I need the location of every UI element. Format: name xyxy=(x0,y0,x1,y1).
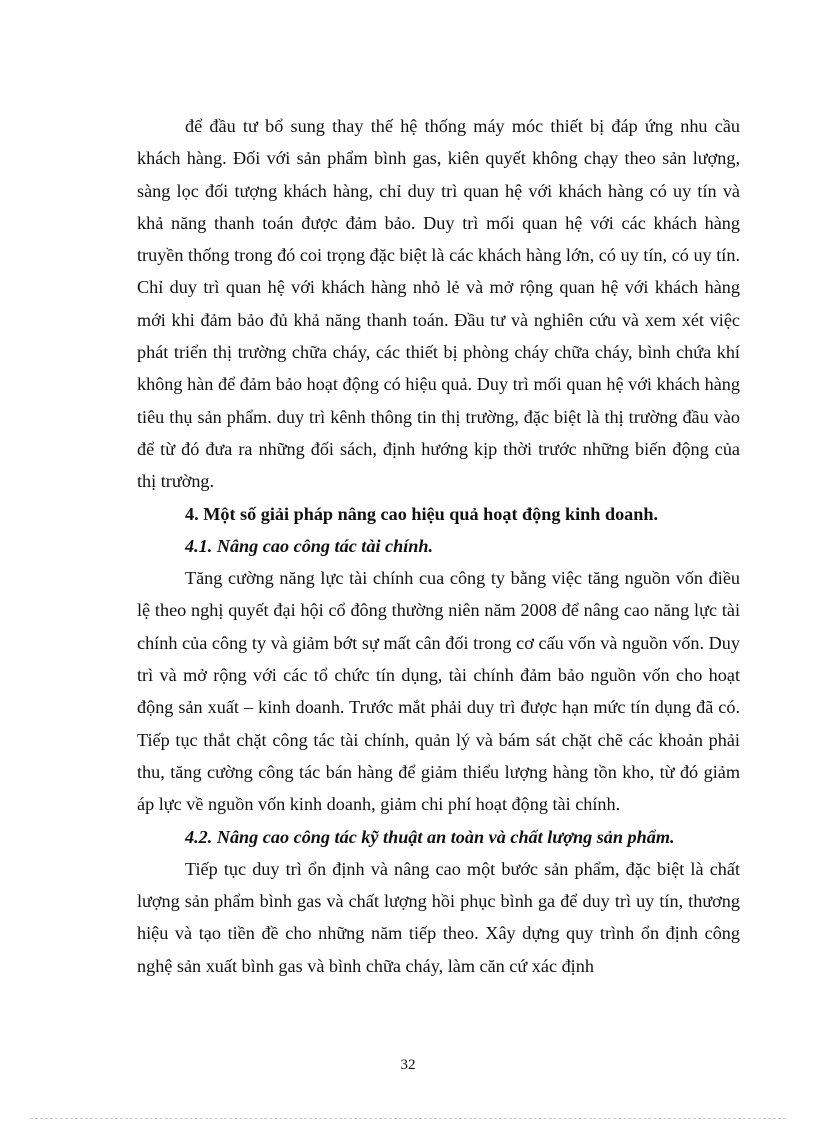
paragraph: Tiếp tục duy trì ổn định và nâng cao một bước sản phẩm, đặc biệt là chất lượng sản phẩm bình gas và chất lượng hồi phục bình ga để duy trì uy tín, thương hiệu và tạo tiền đề cho những năm tiếp theo. Xây dựng quy trình ổn định công nghệ sản xuất bình gas và bình chữa cháy, làm căn cứ xác định xyxy=(137,858,740,976)
section-heading: 4. Một số giải pháp nâng cao hiệu quả hoạt động kinh doanh. xyxy=(185,503,659,524)
paragraph: Tăng cường năng lực tài chính cua công ty bằng việc tăng nguồn vốn điều lệ theo nghị quyết đại hội cổ đông thường niên năm 2008 để nâng cao năng lực tài chính của công ty và giảm bớt sự mất cân đối trong cơ cấu vốn và nguồn vốn. Duy trì và mở rộng với các tổ chức tín dụng, tài chính đảm bảo nguồn vốn cho hoạt động sản xuất – kinh doanh. Trước mắt phải duy trì được hạn mức tín dụng đã có. Tiếp tục thắt chặt công tác tài chính, quản lý và bám sát chặt chẽ các khoản phải thu, tăng cường công tác bán hàng để giảm thiểu lượng hàng tồn kho, từ đó giảm áp lực về nguồn vốn kinh doanh, giảm chi phí hoạt động tài chính. xyxy=(137,568,740,815)
page-number: 32 xyxy=(400,1057,416,1073)
page-edge-divider xyxy=(30,1118,786,1119)
document-body xyxy=(137,110,740,982)
paragraph: để đầu tư bổ sung thay thế hệ thống máy móc thiết bị đáp ứng nhu cầu khách hàng. Đối với sản phẩm bình gas, kiên quyết không chạy theo sản lượng, sàng lọc đối tượng khách hàng, chỉ duy trì quan hệ với khách hàng có uy tín và khả năng thanh toán được đảm bảo. Duy trì mối quan hệ với các khách hàng truyền thống trong đó coi trọng đặc biệt là các khách hàng lớn, có uy tín, có uy tín. Chỉ duy trì quan hệ với khách hàng nhỏ lẻ và mở rộng quan hệ với khách hàng mới khi đảm bảo đủ khả năng thanh toán. Đầu tư và nghiên cứu và xem xét việc phát triển thị trường chữa cháy, các thiết bị phòng cháy chữa cháy, bình chứa khí không hàn để đảm bảo hoạt động có hiệu quả. Duy trì mối quan hệ với khách hàng tiêu thụ sản phẩm. duy trì kênh thông tin thị trường, đặc biệt là thị trường đầu vào để từ đó đưa ra những đối sách, định hướng kịp thời trước những biến động của thị trường. xyxy=(137,116,740,492)
subsection-heading: 4.1. Nâng cao công tác tài chính. xyxy=(185,535,434,556)
subsection-heading: 4.2. Nâng cao công tác kỹ thuật an toàn và chất lượng sản phẩm. xyxy=(185,826,675,847)
